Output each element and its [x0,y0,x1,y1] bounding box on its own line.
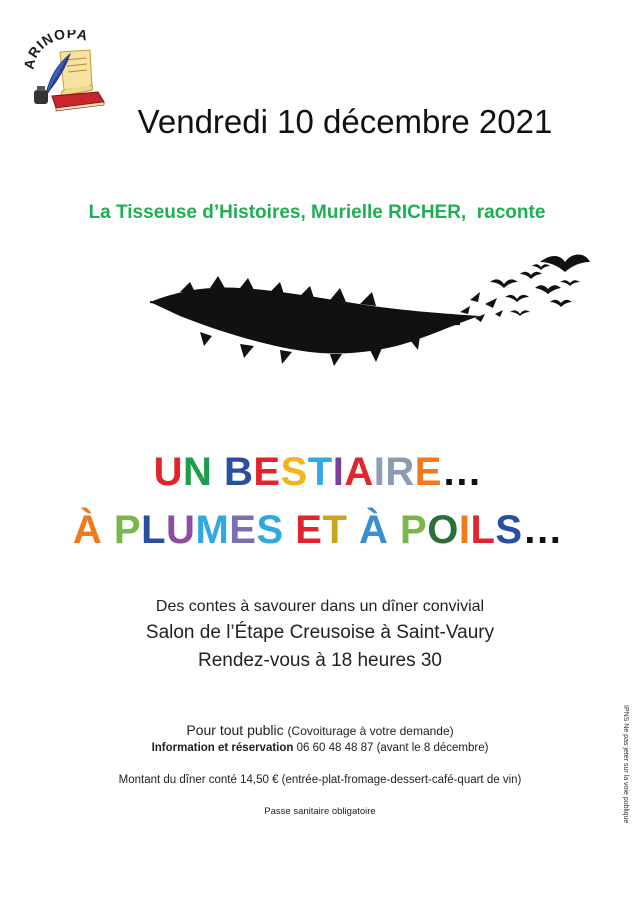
title-letter: T [322,508,348,552]
title-letter [102,508,114,552]
title-letter: À [359,508,389,552]
time-line: Rendez-vous à 18 heures 30 [198,650,442,671]
title-letter: A [344,450,374,494]
title-letter: L [141,508,167,552]
title-letter: … [522,508,564,552]
title-letter: T [307,450,333,494]
title-letter: P [113,508,142,552]
title-line-1 [0,450,636,495]
arinopa-logo [24,30,114,112]
title-letter: M [195,508,230,552]
title-letter: B [223,450,254,494]
title-letter [388,508,400,552]
carpool-text: (Covoiturage à votre demande) [287,724,454,738]
title-letter: E [253,450,281,494]
title-letter: E [414,450,442,494]
sanitary-line: Passe sanitaire obligatoire [264,806,376,817]
venue-line: Salon de l’Étape Creusoise à Saint-Vaury [145,622,495,643]
title-letter: E [295,508,323,552]
reservation-line [0,742,640,754]
title-letter: À [72,508,103,552]
logo-text: RINOPA [24,30,91,61]
title-letter [347,508,359,552]
title-letter: R [385,450,415,494]
reservation-label: Information et réservation [151,742,294,754]
title-letter: … [441,450,483,494]
title-letter: I [458,508,471,552]
title-letter: U [166,508,196,552]
title-letter: N [182,450,213,494]
title-line-2 [0,508,636,553]
title-letter [284,508,296,552]
price-line: Montant du dîner conté 14,50 € (entrée-plat-fromage-dessert-café-quart de vin) [118,774,522,786]
audience-text: Pour tout public [186,722,284,738]
title-letter: S [280,450,308,494]
title-letter: S [495,508,523,552]
event-date: Vendredi 10 décembre 2021 [137,103,553,140]
title-letter: O [427,508,459,552]
title-letter [212,450,224,494]
audience-line [0,722,640,738]
reservation-detail: 06 60 48 48 87 (avant le 8 décembre) [296,742,489,754]
ipns-note: IPNS Ne pas jeter sur la voie publique [622,705,629,824]
title-letter: E [229,508,257,552]
title-letter: I [373,450,386,494]
title-letter: P [400,508,428,552]
title-letter: L [470,508,496,552]
title-letter: S [256,508,284,552]
description-line-1: Des contes à savourer dans un dîner convivial [155,598,485,615]
title-letter: U [153,450,183,494]
title-letter: I [332,450,345,494]
feather-birds-illustration [140,252,600,372]
storyteller-line: La Tisseuse d’Histoires, Murielle RICHER, raconte [88,202,546,223]
